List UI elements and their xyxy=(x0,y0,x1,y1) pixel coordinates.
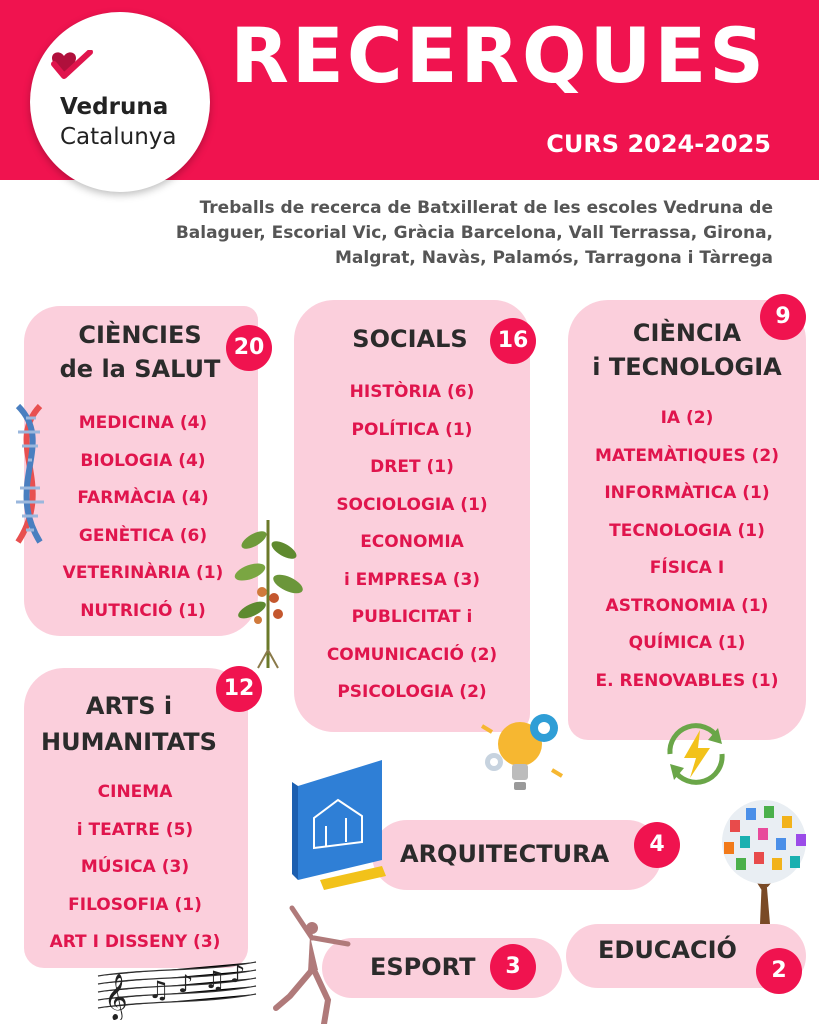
count-badge-educacio: 2 xyxy=(756,948,802,994)
list-item: POLÍTICA (1) xyxy=(351,419,473,440)
list-item: MÚSICA (3) xyxy=(80,857,190,877)
count-badge-salut: 20 xyxy=(226,325,272,371)
music-notes-icon xyxy=(96,946,258,1020)
card-ciencia-title-line1: CIÈNCIA xyxy=(632,319,742,347)
list-item: QUÍMICA (1) xyxy=(628,633,746,653)
logo-name: Vedruna xyxy=(60,94,169,120)
knowledge-tree-icon xyxy=(712,798,818,926)
list-item: VETERINÀRIA (1) xyxy=(62,563,224,583)
card-salut-list xyxy=(30,405,256,630)
list-item: E. RENOVABLES (1) xyxy=(595,670,779,691)
svg-text:♪: ♪ xyxy=(230,960,246,988)
list-item: MEDICINA (4) xyxy=(78,413,208,433)
intro-line: Malgrat, Navàs, Palamós, Tarragona i Tàrrega xyxy=(335,248,773,268)
list-item: FÍSICA I xyxy=(649,558,725,578)
list-item: NUTRICIÓ (1) xyxy=(80,600,206,621)
list-item: ECONOMIA xyxy=(360,532,464,552)
heart-check-icon xyxy=(48,50,94,90)
card-salut-title-line1: CIÈNCIES xyxy=(78,321,202,349)
list-item: i EMPRESA (3) xyxy=(343,569,481,590)
list-item: TECNOLOGIA (1) xyxy=(609,520,765,541)
card-ciencia-title-line2: i TECNOLOGIA xyxy=(592,353,782,381)
card-arts-title-line2: HUMANITATS xyxy=(41,728,217,756)
renewable-energy-icon xyxy=(656,714,736,794)
list-item: ART I DISSENY (3) xyxy=(49,932,221,952)
plant-icon xyxy=(228,510,308,670)
list-item: SOCIOLOGIA (1) xyxy=(336,494,488,515)
card-socials-title: SOCIALS xyxy=(352,325,468,353)
count-badge-arquitectura: 4 xyxy=(634,822,680,868)
card-salut-title-line2: de la SALUT xyxy=(59,355,221,383)
list-item: PSICOLOGIA (2) xyxy=(337,682,487,702)
list-item: HISTÒRIA (6) xyxy=(349,382,475,402)
dna-icon xyxy=(0,404,60,544)
svg-text:♫: ♫ xyxy=(148,976,170,1004)
list-item: CINEMA xyxy=(97,782,173,802)
list-item: i TEATRE (5) xyxy=(76,819,194,840)
count-badge-ciencia: 9 xyxy=(760,294,806,340)
list-item: GENÈTICA (6) xyxy=(78,525,208,546)
card-arts-title xyxy=(34,688,224,760)
svg-text:𝄞: 𝄞 xyxy=(104,974,128,1020)
list-item: ASTRONOMIA (1) xyxy=(605,595,769,616)
count-badge-arts: 12 xyxy=(216,666,262,712)
intro-line: Treballs de recerca de Batxillerat de les escoles Vedruna de xyxy=(199,198,773,218)
count-badge-esport: 3 xyxy=(490,944,536,990)
svg-text:♫: ♫ xyxy=(204,966,226,994)
blueprint-icon xyxy=(290,756,390,890)
card-arts-title-line1: ARTS i xyxy=(85,692,173,720)
list-item: INFORMÀTICA (1) xyxy=(604,483,770,503)
dancer-icon xyxy=(268,900,354,1024)
list-item: PUBLICITAT i xyxy=(351,607,473,627)
svg-text:♪: ♪ xyxy=(178,970,194,998)
course-year: CURS 2024-2025 xyxy=(546,130,771,158)
card-salut-title xyxy=(50,318,230,386)
pill-educacio-label: EDUCACIÓ xyxy=(598,936,737,964)
card-arts-list xyxy=(28,774,242,962)
pill-esport-label: ESPORT xyxy=(370,953,476,981)
list-item: MATEMÀTIQUES (2) xyxy=(594,445,780,466)
list-item: BIOLOGIA (4) xyxy=(80,450,206,471)
list-item: COMUNICACIÓ (2) xyxy=(326,644,498,665)
list-item: IA (2) xyxy=(660,408,714,428)
pill-arquitectura-label: ARQUITECTURA xyxy=(400,840,610,868)
page-title: RECERQUES xyxy=(230,11,767,100)
list-item: FARMÀCIA (4) xyxy=(77,488,209,508)
list-item: DRET (1) xyxy=(370,457,454,477)
logo-region: Catalunya xyxy=(60,124,177,150)
card-socials-list xyxy=(298,374,526,712)
lightbulb-gears-icon xyxy=(476,702,572,798)
card-ciencia-title xyxy=(582,316,792,384)
card-ciencia-list xyxy=(572,400,802,700)
list-item: FILOSOFIA (1) xyxy=(68,894,202,915)
count-badge-socials: 16 xyxy=(490,318,536,364)
intro-text xyxy=(133,196,773,271)
intro-line: Balaguer, Escorial Vic, Gràcia Barcelona, Vall Terrassa, Girona, xyxy=(175,223,773,243)
